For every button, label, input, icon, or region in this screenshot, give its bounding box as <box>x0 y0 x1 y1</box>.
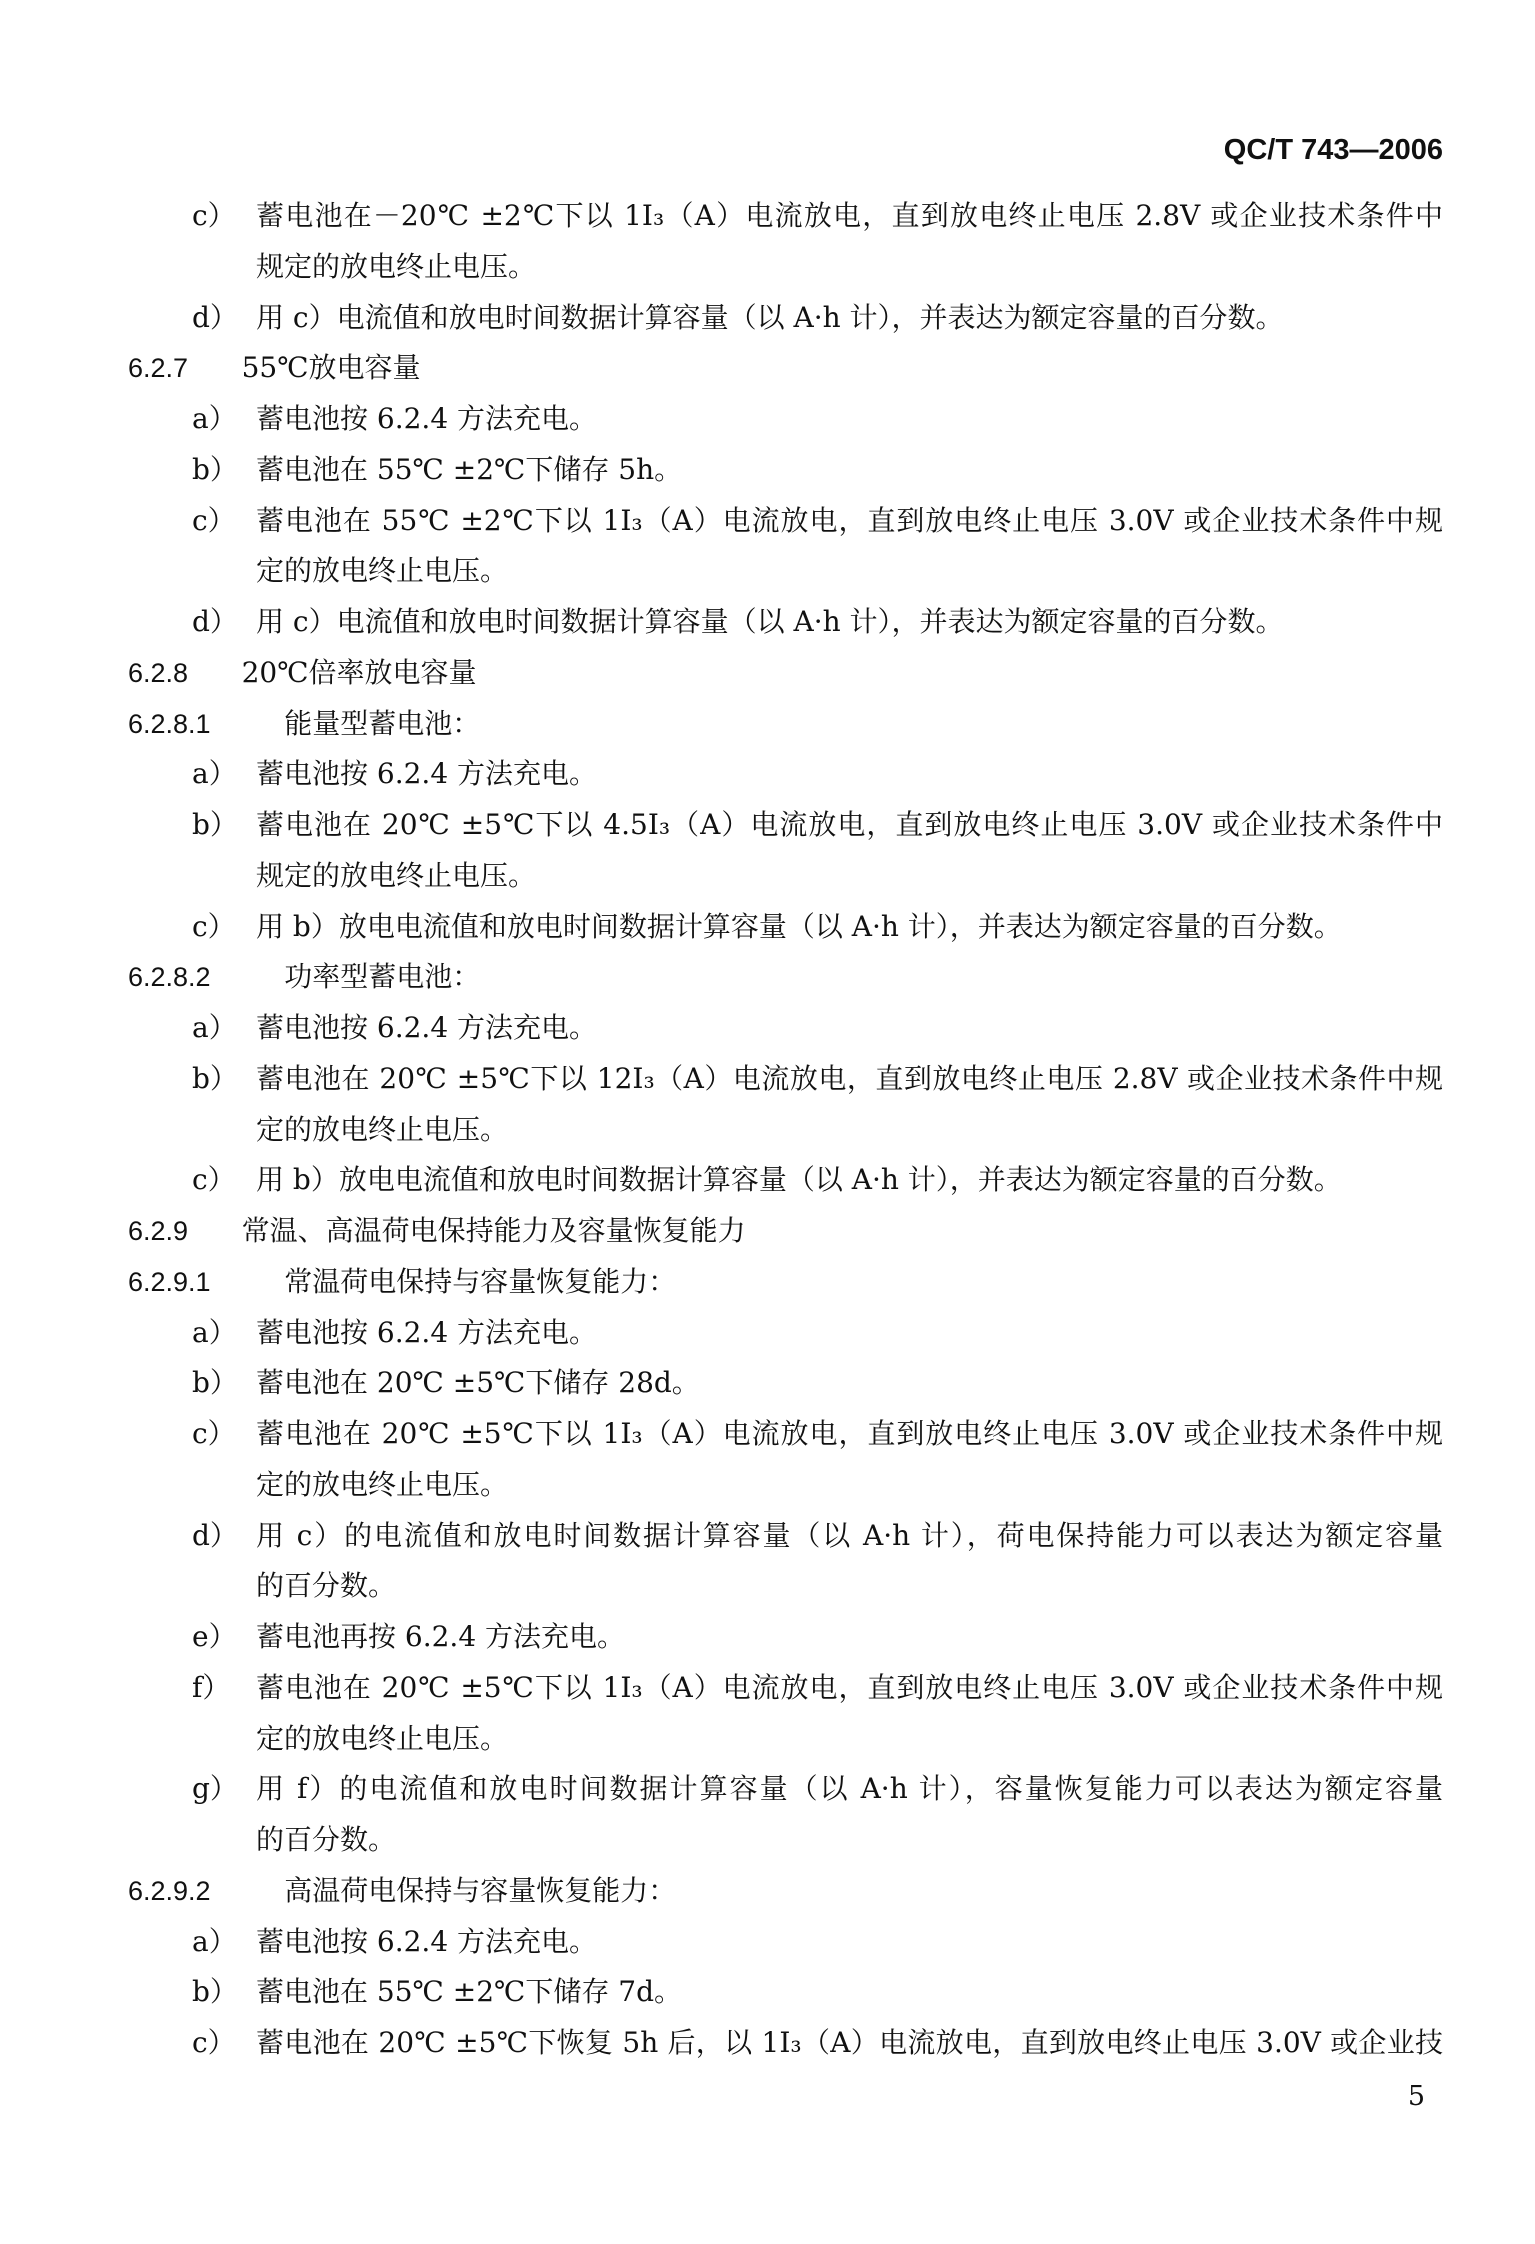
section-title: 55℃放电容量 <box>241 351 421 385</box>
list-item-text: 规定的放电终止电压。 <box>256 249 537 283</box>
list-item-continuation <box>0 546 1535 597</box>
list-item-text: 蓄电池在 20℃ ±5℃下储存 28d。 <box>256 1366 700 1400</box>
list-item-text: 用 b）放电电流值和放电时间数据计算容量（以 A·h 计），并表达为额定容量的百分数。 <box>256 1163 1342 1197</box>
list-item-label: c） <box>192 909 236 943</box>
list-item-label: d） <box>192 300 238 334</box>
list-item-text: 蓄电池按 6.2.4 方法充电。 <box>256 402 598 435</box>
list-item-label: c） <box>192 503 236 537</box>
list-item-text: 用 c）电流值和放电时间数据计算容量（以 A·h 计），并表达为额定容量的百分数。 <box>256 605 1284 638</box>
section-heading <box>0 1206 1535 1257</box>
list-item <box>0 1917 1535 1968</box>
list-item-label: c） <box>192 2026 236 2059</box>
list-item-label: b） <box>192 1061 238 1095</box>
list-item-continuation <box>0 1105 1535 1156</box>
list-item <box>0 1663 1535 1714</box>
list-item <box>0 2018 1535 2069</box>
section-number: 6.2.9 <box>128 1216 189 1246</box>
list-item-label: c） <box>192 1417 236 1450</box>
section-number: 6.2.8 <box>128 657 189 688</box>
document-body <box>0 191 1535 2069</box>
page-number: 5 <box>1407 2081 1425 2112</box>
list-item-text: 蓄电池按 6.2.4 方法充电。 <box>256 757 598 791</box>
list-item-text: 规定的放电终止电压。 <box>256 858 537 892</box>
list-item-text: 蓄电池在 55℃ ±2℃下储存 7d。 <box>256 1975 682 2009</box>
list-item-label: d） <box>192 1518 238 1552</box>
list-item <box>0 191 1535 242</box>
list-item-continuation <box>0 1561 1535 1612</box>
list-item <box>0 1003 1535 1054</box>
section-title: 高温荷电保持与容量恢复能力： <box>284 1873 677 1907</box>
list-item-text: 定的放电终止电压。 <box>256 1467 509 1501</box>
section-heading <box>0 952 1535 1003</box>
list-item-text: 用 f）的电流值和放电时间数据计算容量（以 A·h 计），容量恢复能力可以表达为额定容量 <box>256 1772 1443 1806</box>
list-item-text: 蓄电池在 20℃ ±5℃下以 1I₃（A）电流放电，直到放电终止电压 3.0V 或企业技术条件中规 <box>256 1417 1443 1450</box>
list-item-continuation <box>0 1460 1535 1511</box>
section-title: 常温荷电保持与容量恢复能力： <box>284 1264 677 1298</box>
section-heading <box>0 699 1535 750</box>
list-item-text: 蓄电池在 20℃ ±5℃下以 1I₃（A）电流放电，直到放电终止电压 3.0V 或企业技术条件中规 <box>256 1670 1443 1704</box>
list-item-text: 蓄电池在 55℃ ±2℃下储存 5h。 <box>256 452 683 486</box>
list-item <box>0 1054 1535 1105</box>
list-item <box>0 1358 1535 1409</box>
list-item <box>0 1967 1535 2018</box>
list-item <box>0 445 1535 496</box>
section-title: 20℃倍率放电容量 <box>241 655 477 689</box>
list-item-label: a） <box>192 1315 237 1349</box>
list-item-text: 蓄电池在 20℃ ±5℃下以 12I₃（A）电流放电，直到放电终止电压 2.8V 或企业技术条件中规 <box>256 1061 1443 1095</box>
list-item-label: a） <box>192 1011 237 1044</box>
section-number: 6.2.8.1 <box>128 708 211 739</box>
list-item-text: 的百分数。 <box>256 1569 397 1603</box>
list-item-label: a） <box>192 402 237 435</box>
list-item-text: 定的放电终止电压。 <box>256 1721 509 1755</box>
list-item-text: 定的放电终止电压。 <box>256 1112 509 1146</box>
section-number: 6.2.9.2 <box>128 1875 211 1906</box>
list-item-continuation <box>0 1815 1535 1866</box>
section-number: 6.2.8.2 <box>128 962 211 993</box>
list-item-text: 蓄电池按 6.2.4 方法充电。 <box>256 1315 598 1349</box>
list-item-text: 蓄电池再按 6.2.4 方法充电。 <box>256 1620 626 1653</box>
section-number: 6.2.7 <box>128 353 189 384</box>
list-item-text: 蓄电池在 20℃ ±5℃下恢复 5h 后，以 1I₃（A）电流放电，直到放电终止电压 3.0V 或企业技 <box>256 2026 1443 2059</box>
list-item <box>0 293 1535 344</box>
list-item-text: 定的放电终止电压。 <box>256 554 509 588</box>
list-item-label: f） <box>192 1670 231 1704</box>
list-item <box>0 800 1535 851</box>
list-item <box>0 597 1535 648</box>
list-item <box>0 1612 1535 1663</box>
list-item-text: 蓄电池按 6.2.4 方法充电。 <box>256 1011 598 1044</box>
list-item-label: b） <box>192 452 238 486</box>
section-heading <box>0 1257 1535 1308</box>
list-item-label: c） <box>192 1163 236 1197</box>
section-title: 功率型蓄电池： <box>284 960 481 994</box>
list-item-text: 蓄电池在 20℃ ±5℃下以 4.5I₃（A）电流放电，直到放电终止电压 3.0V 或企业技术条件中 <box>256 808 1443 841</box>
list-item-label: b） <box>192 808 238 841</box>
list-item-text: 蓄电池在－20℃ ±2℃下以 1I₃（A）电流放电，直到放电终止电压 2.8V 或企业技术条件中 <box>256 199 1443 232</box>
list-item-label: a） <box>192 757 237 791</box>
list-item-label: a） <box>192 1924 237 1958</box>
list-item <box>0 902 1535 953</box>
list-item <box>0 496 1535 547</box>
list-item-continuation <box>0 851 1535 902</box>
list-item <box>0 1764 1535 1815</box>
list-item-label: d） <box>192 605 238 638</box>
list-item-label: b） <box>192 1366 238 1400</box>
section-title: 能量型蓄电池： <box>284 706 481 740</box>
list-item-continuation <box>0 242 1535 293</box>
list-item <box>0 749 1535 800</box>
list-item <box>0 1409 1535 1460</box>
list-item-text: 用 c）电流值和放电时间数据计算容量（以 A·h 计），并表达为额定容量的百分数。 <box>256 300 1284 334</box>
section-title: 常温、高温荷电保持能力及容量恢复能力 <box>241 1214 746 1247</box>
list-item <box>0 1308 1535 1359</box>
list-item <box>0 1155 1535 1206</box>
section-heading <box>0 343 1535 394</box>
list-item-text: 的百分数。 <box>256 1823 397 1856</box>
list-item-continuation <box>0 1714 1535 1765</box>
list-item-text: 蓄电池在 55℃ ±2℃下以 1I₃（A）电流放电，直到放电终止电压 3.0V 或企业技术条件中规 <box>256 503 1443 537</box>
section-heading <box>0 1866 1535 1917</box>
list-item-label: e） <box>192 1620 237 1653</box>
list-item-text: 用 c）的电流值和放电时间数据计算容量（以 A·h 计），荷电保持能力可以表达为额定容量 <box>256 1518 1443 1552</box>
list-item-label: b） <box>192 1975 238 2009</box>
list-item <box>0 1511 1535 1562</box>
list-item-label: g） <box>192 1772 238 1806</box>
list-item-label: c） <box>192 199 236 232</box>
section-heading <box>0 648 1535 699</box>
standard-number-header: QC/T 743—2006 <box>1223 134 1443 166</box>
list-item-text: 蓄电池按 6.2.4 方法充电。 <box>256 1924 598 1958</box>
list-item <box>0 394 1535 445</box>
list-item-text: 用 b）放电电流值和放电时间数据计算容量（以 A·h 计），并表达为额定容量的百分数。 <box>256 909 1342 943</box>
section-number: 6.2.9.1 <box>128 1266 211 1297</box>
